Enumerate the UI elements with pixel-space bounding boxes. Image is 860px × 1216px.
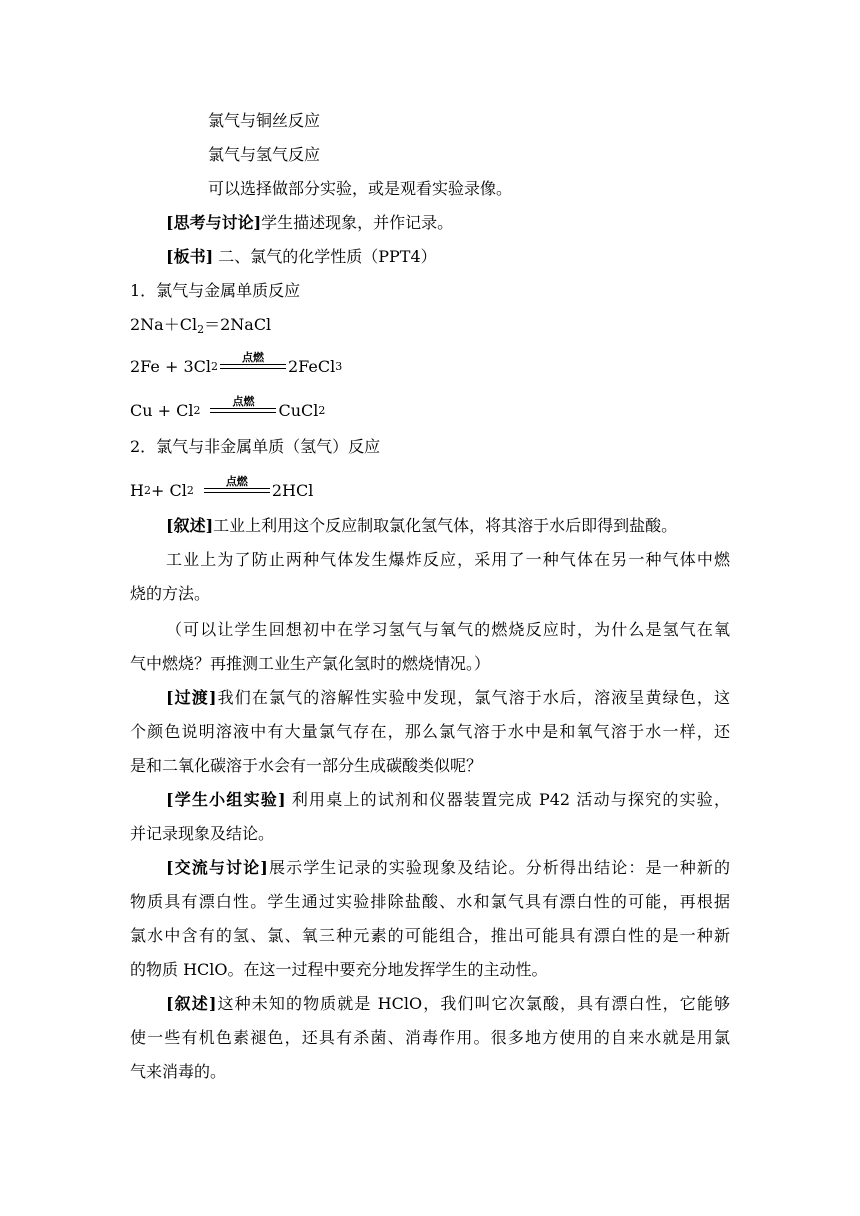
paragraph-board [166,246,437,268]
equation-cu-cl: Cu + Cl 2 点燃 CuCl 2 [130,394,326,420]
reaction-condition-arrow: 点燃 [204,476,270,493]
reaction-condition-arrow: 点燃 [220,352,286,369]
paragraph-transition [166,687,730,709]
text-line: 物质具有漂白性。学生通过实验排除盐酸、水和氯气具有漂白性的可能，再根据 [130,892,730,911]
text-line: 我们在氯气的溶解性实验中发现，氯气溶于水后，溶液呈黄绿色，这 [216,688,730,707]
text-line: 气来消毒的。 [130,1062,227,1081]
section-tag: [板书] [166,247,214,266]
subheading: 1．氯气与金属单质反应 [130,281,301,300]
section-tag: [思考与讨论] [166,213,262,232]
text-line: 是和二氧化碳溶于水会有一部分生成碳酸类似呢？ [130,756,483,775]
text-line: 展示学生记录的实验现象及结论。分析得出结论：是一种新的 [267,858,730,877]
text-line: 氯气与氢气反应 [208,145,321,164]
equation-h-cl: H 2 + Cl 2 点燃 2HCl [130,474,314,500]
text-line: 气中燃烧？再推测工业生产氯化氢时的燃烧情况。） [130,654,491,673]
paragraph-narration-hclo [166,993,730,1015]
equation-na-cl: $2Na+Cl_2=2NaCl$ [130,315,272,336]
text-line: 烧的方法。 [130,584,211,603]
reaction-condition-arrow: 点燃 [210,396,276,413]
section-tag: [学生小组实验] [166,790,286,809]
text-line: （可以让学生回想初中在学习氢气与氧气的燃烧反应时，为什么是氢气在氧 [166,620,730,639]
text-line: 氯气与铜丝反应 [208,111,321,130]
section-tag: [叙述] [166,516,214,535]
text-line: 使一些有机色素褪色，还具有杀菌、消毒作用。很多地方使用的自来水就是用氯 [130,1028,730,1047]
text-line: 学生描述现象，并作记录。 [261,213,454,232]
paragraph-exchange-discuss [166,857,730,879]
text-line: 二、氯气的化学性质（PPT4） [213,247,437,266]
paragraph-group-experiment [166,789,730,811]
text-line: 个颜色说明溶液中有大量氯气存在，那么氯气溶于水中是和氧气溶于水一样，还 [130,722,730,741]
subheading: 2．氯气与非金属单质（氢气）反应 [130,437,381,456]
text-line: 氯水中含有的氢、氯、氧三种元素的可能组合，推出可能具有漂白性的是一种新 [130,926,730,945]
text-line: 可以选择做部分实验，或是观看实验录像。 [208,179,513,198]
section-tag: [叙述] [166,994,217,1013]
text-line: 工业上为了防止两种气体发生爆炸反应，采用了一种气体在另一种气体中燃 [166,550,730,569]
section-tag: [过渡] [166,688,217,707]
text-line: 利用桌上的试剂和仪器装置完成 P42 活动与探究的实验， [285,790,730,809]
section-tag: [交流与讨论] [166,858,268,877]
text-line: 这种未知的物质就是 HClO，我们叫它次氯酸，具有漂白性，它能够 [216,994,730,1013]
text-line: 的物质 HClO。在这一过程中要充分地发挥学生的主动性。 [130,960,548,979]
equation-fe-cl: 2Fe + 3Cl 2 点燃 2FeCl 3 [130,350,343,376]
text-line: 工业上利用这个反应制取氯化氢气体，将其溶于水后即得到盐酸。 [213,516,678,535]
paragraph-think-discuss [166,212,453,234]
paragraph-narration [166,515,677,537]
text-line: 并记录现象及结论。 [130,824,275,843]
